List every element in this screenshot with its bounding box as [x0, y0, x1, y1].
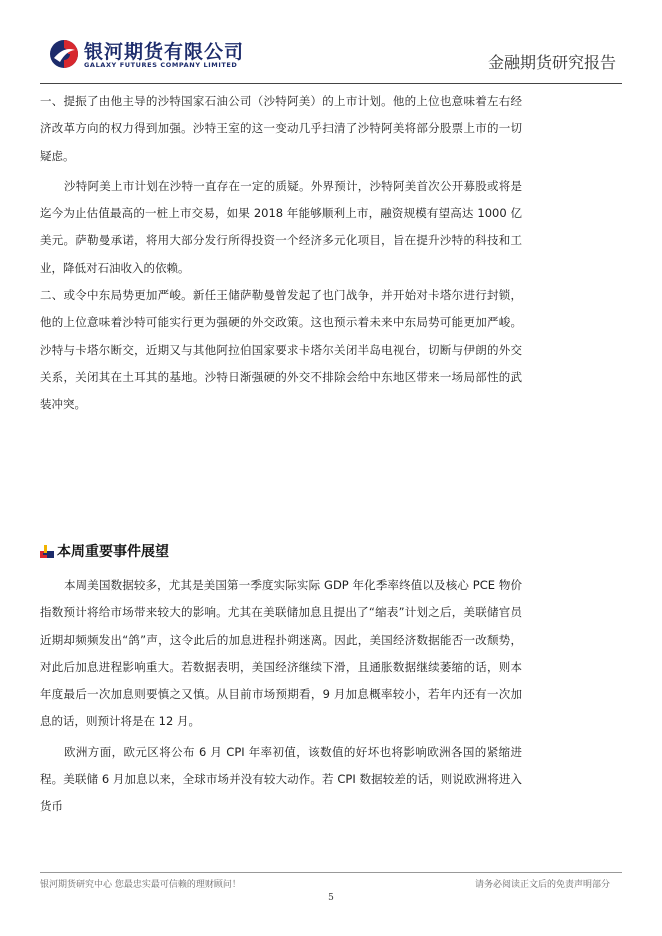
paragraph: 一、提振了由他主导的沙特国家石油公司（沙特阿美）的上市计划。他的上位也意味着左右经济改革方向的权力得到加强。沙特王室的这一变动几乎扫清了沙特阿美将部分股票上市的一切疑虑。 — [40, 94, 522, 163]
paragraph: 欧洲方面，欧元区将公布 6 月 CPI 年率初值，该数值的好坏也将影响欧洲各国的紧缩进程。美联储 6 月加息以来，全球市场并没有较大动作。若 CPI 数据较差的话，则说欧洲将进入货币 — [40, 744, 522, 814]
galaxy-logo-icon — [48, 38, 80, 70]
brand-name-cn: 银河期货有限公司 — [84, 41, 245, 63]
section-heading — [40, 539, 169, 563]
header-divider — [40, 83, 622, 84]
footer-disclaimer: 请务必阅读正文后的免责声明部分 — [474, 880, 610, 890]
section-bullet-icon — [40, 544, 54, 558]
page-number: 5 — [328, 893, 334, 903]
report-title: 金融期货研究报告 — [487, 53, 616, 72]
paragraph: 本周美国数据较多，尤其是美国第一季度实际实际 GDP 年化季率终值以及核心 PCE 物价指数预计将给市场带来较大的影响。尤其在美联储加息且提出了“缩表”计划之后，美联储官员近期却频频发出“鸽”声，这令此后的加息进程扑朔迷离。因此，美国经济数据能否一改颓势，对此后加息进程影响重大。若数据表明，美国经济继续下滑，且通胀数据继续萎缩的话，则本年度最后一次加息则要慎之又慎。从目前市场预期看，9 月加息概率较小，若年内还有一次加息的话，则预计将是在 12 月。 — [40, 578, 522, 729]
paragraph: 二、或令中东局势更加严峻。新任王储萨勒曼曾发起了也门战争，并开始对卡塔尔进行封锁，他的上位意味着沙特可能实行更为强硬的外交政策。这也预示着未来中东局势可能更加严峻。沙特与卡塔尔断交，近期又与其他阿拉伯国家要求卡塔尔关闭半岛电视台，切断与伊朗的外交关系，关闭其在土耳其的基地。沙特日渐强硬的外交不排除会给中东地区带来一场局部性的武装冲突。 — [40, 288, 522, 412]
footer-slogan: 银河期货研究中心 您最忠实最可信赖的理财顾问！ — [40, 880, 241, 890]
page-header — [40, 34, 622, 84]
section-title: 本周重要事件展望 — [57, 544, 169, 560]
body-text — [40, 88, 522, 419]
paragraph: 沙特阿美上市计划在沙特一直存在一定的质疑。外界预计，沙特阿美首次公开募股或将是迄今为止估值最高的一桩上市交易，如果 2018 年能够顺利上市，融资规模有望高达 1000 亿美元。萨勒曼承诺，将用大部分发行所得投资一个经济多元化项目，旨在提升沙特的科技和工业，降低对石油收入的依赖。 — [40, 178, 522, 275]
footer-divider — [40, 872, 622, 873]
brand-name-en: GALAXY FUTURES COMPANY LIMITED — [84, 61, 238, 69]
section-body — [40, 572, 522, 821]
